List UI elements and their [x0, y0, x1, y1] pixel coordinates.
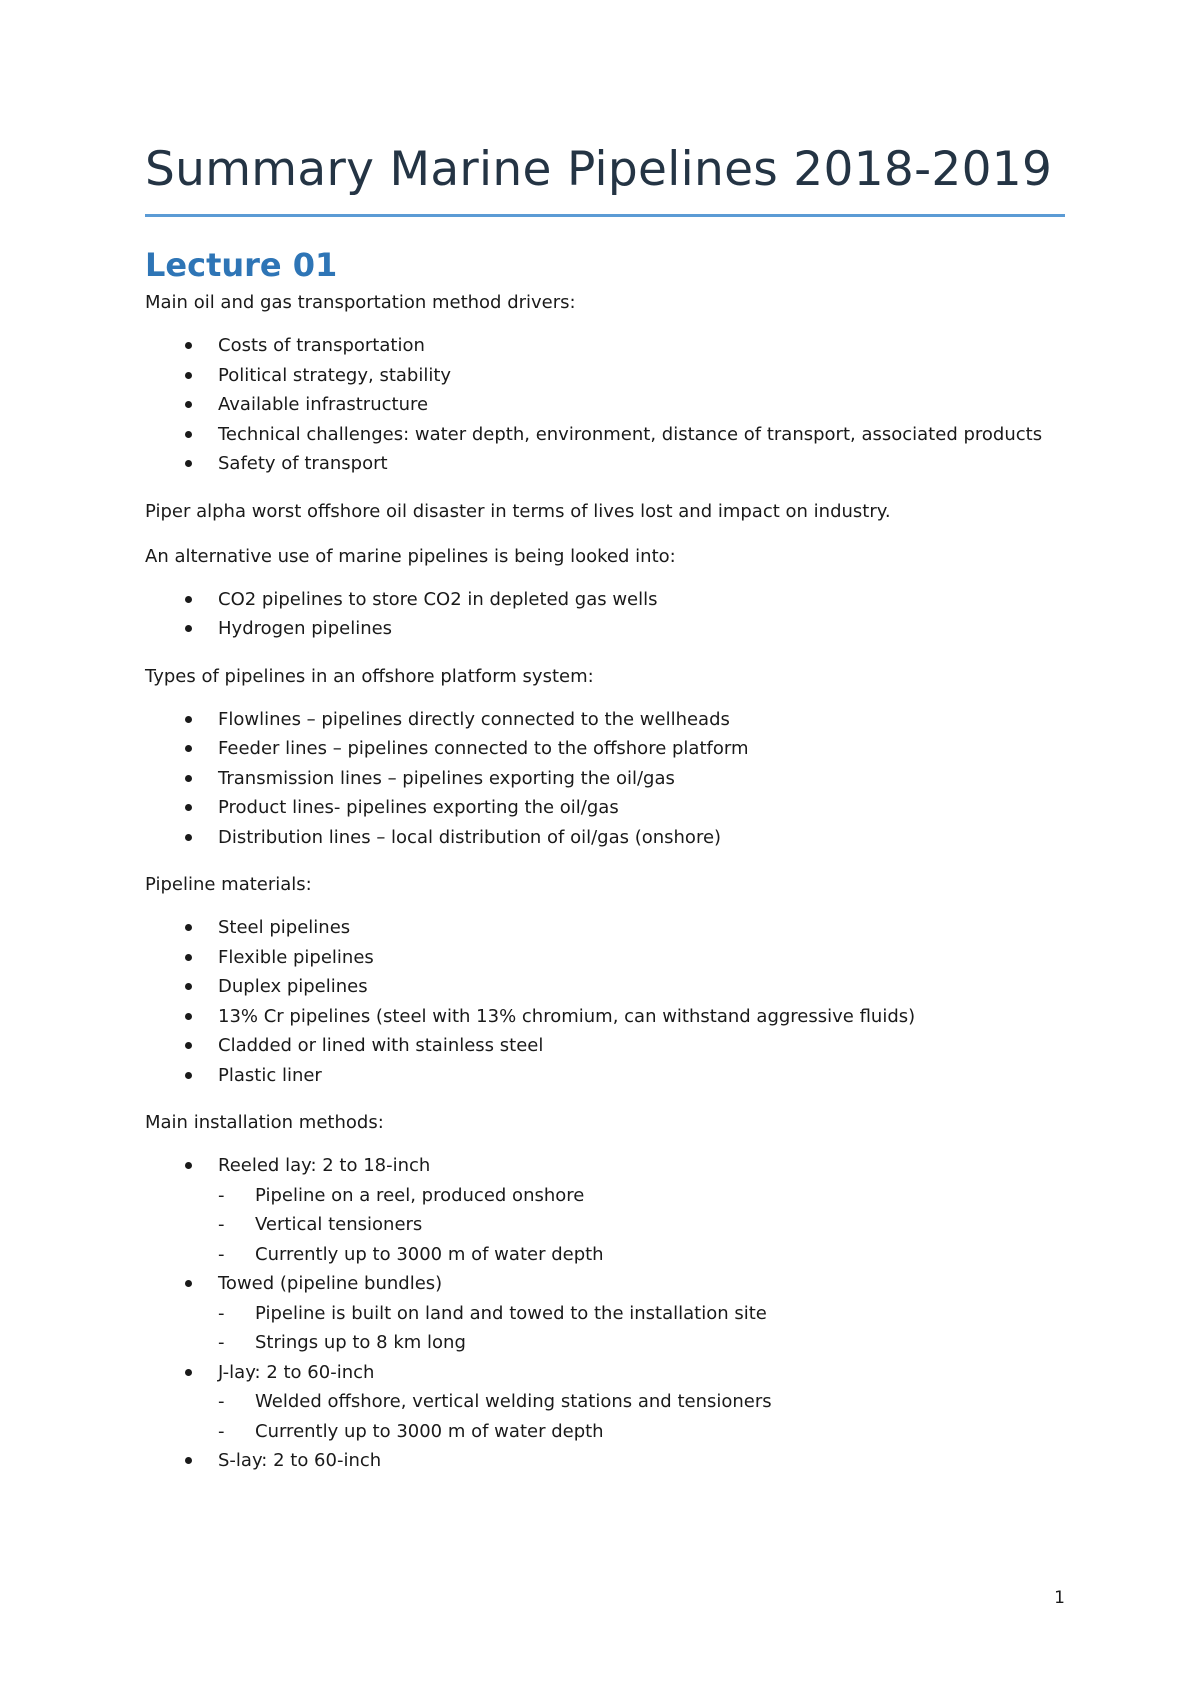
- list-item-text: Distribution lines – local distribution of oil/gas (onshore): [218, 826, 722, 848]
- list-item-text: J-lay: 2 to 60-inch: [218, 1361, 375, 1383]
- list-item: [145, 705, 1065, 735]
- list-item: [145, 1031, 1065, 1061]
- bullet-list: [145, 913, 1065, 1090]
- list-item-text: Political strategy, stability: [218, 364, 452, 386]
- list-item-text: Reeled lay: 2 to 18-inch: [218, 1155, 431, 1176]
- bullet-list: [145, 1151, 1065, 1476]
- document-page: [145, 140, 1065, 1476]
- bullet-list: [145, 705, 1065, 853]
- sub-list: [218, 1181, 1065, 1270]
- list-item: [145, 1002, 1065, 1032]
- page-number: 1: [1054, 1588, 1065, 1608]
- list-item: [145, 1269, 1065, 1358]
- list-item: [145, 449, 1065, 479]
- paragraph: An alternative use of marine pipelines is being looked into:: [145, 545, 676, 567]
- title-underline: [145, 214, 1065, 217]
- list-item-text: Duplex pipelines: [218, 976, 368, 997]
- sub-list: [218, 1387, 1065, 1446]
- list-item-text: Towed (pipeline bundles): [218, 1273, 443, 1294]
- list-item: [145, 823, 1065, 853]
- list-item-text: Flowlines – pipelines directly connected to the wellheads: [218, 708, 730, 730]
- sub-list-item: - Currently up to 3000 m of water depth: [218, 1417, 1065, 1447]
- document-body: [145, 291, 1065, 1476]
- list-item: [145, 972, 1065, 1002]
- sub-list-item: - Pipeline on a reel, produced onshore: [218, 1181, 1065, 1211]
- list-item-text: Steel pipelines: [218, 917, 351, 938]
- section-heading: Lecture 01: [145, 246, 338, 284]
- document-title: Summary Marine Pipelines 2018-2019: [145, 142, 1053, 197]
- sub-list-item: - Pipeline is built on land and towed to the installation site: [218, 1299, 1065, 1329]
- sub-list-item: - Currently up to 3000 m of water depth: [218, 1240, 1065, 1270]
- list-item: [145, 793, 1065, 823]
- list-item: [145, 585, 1065, 615]
- list-item-text: Costs of transportation: [218, 335, 425, 356]
- list-item: [145, 331, 1065, 361]
- paragraph: Piper alpha worst offshore oil disaster in terms of lives lost and impact on industry.: [145, 500, 891, 522]
- list-item-text: Available infrastructure: [218, 394, 429, 415]
- list-item-text: S-lay: 2 to 60-inch: [218, 1450, 382, 1471]
- list-item: [145, 361, 1065, 391]
- paragraph: Pipeline materials:: [145, 874, 312, 895]
- sub-list-item: - Vertical tensioners: [218, 1210, 1065, 1240]
- sub-list: [218, 1299, 1065, 1358]
- sub-list-item: - Strings up to 8 km long: [218, 1328, 1065, 1358]
- list-item-text: Plastic liner: [218, 1064, 322, 1086]
- list-item-text: 13% Cr pipelines (steel with 13% chromium, can withstand aggressive fluids): [218, 1005, 916, 1027]
- list-item-text: Transmission lines – pipelines exporting the oil/gas: [218, 767, 675, 789]
- list-item-text: Cladded or lined with stainless steel: [218, 1035, 544, 1056]
- paragraph: Main oil and gas transportation method drivers:: [145, 292, 576, 313]
- list-item: [145, 1151, 1065, 1269]
- list-item: [145, 913, 1065, 943]
- list-item: [145, 1358, 1065, 1447]
- list-item: [145, 734, 1065, 764]
- list-item: [145, 390, 1065, 420]
- paragraph: Main installation methods:: [145, 1112, 384, 1133]
- list-item: [145, 1061, 1065, 1091]
- list-item-text: Product lines- pipelines exporting the oil/gas: [218, 797, 619, 818]
- list-item: [145, 420, 1065, 450]
- list-item-text: Technical challenges: water depth, environment, distance of transport, associated products: [218, 423, 1043, 445]
- list-item: [145, 614, 1065, 644]
- list-item-text: Hydrogen pipelines: [218, 618, 393, 639]
- list-item: [145, 1446, 1065, 1476]
- list-item: [145, 764, 1065, 794]
- paragraph: Types of pipelines in an offshore platform system:: [145, 665, 594, 687]
- list-item-text: Flexible pipelines: [218, 946, 374, 968]
- bullet-list: [145, 331, 1065, 479]
- sub-list-item: - Welded offshore, vertical welding stations and tensioners: [218, 1387, 1065, 1417]
- list-item-text: Feeder lines – pipelines connected to the offshore platform: [218, 738, 749, 759]
- list-item: [145, 943, 1065, 973]
- list-item-text: CO2 pipelines to store CO2 in depleted gas wells: [218, 588, 658, 610]
- bullet-list: [145, 585, 1065, 644]
- list-item-text: Safety of transport: [218, 453, 388, 474]
